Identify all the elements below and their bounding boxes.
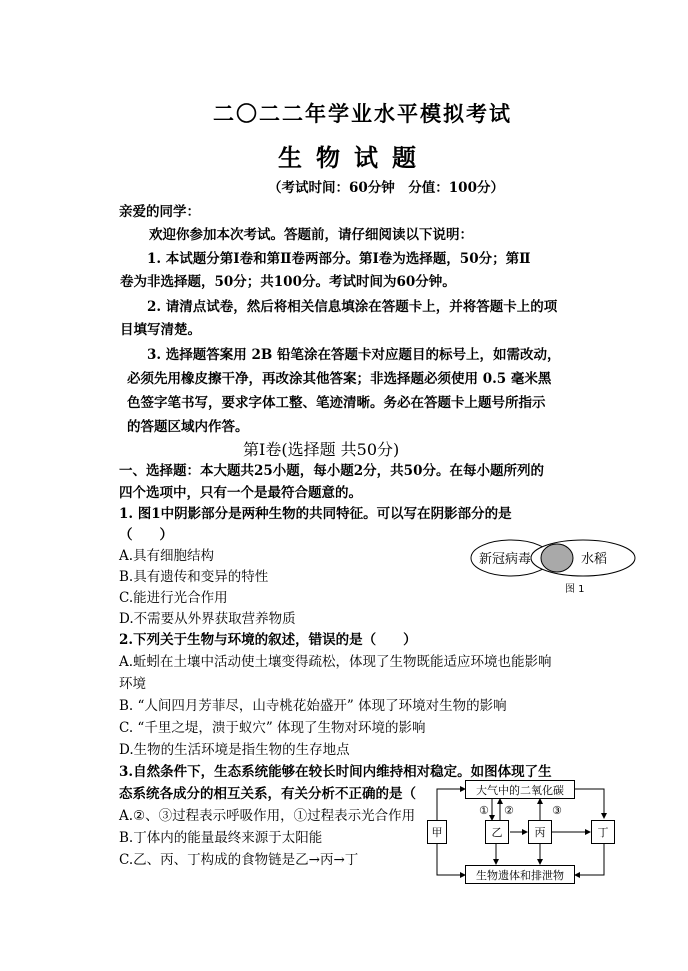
q3-option-b: B.丁体内的能量最终来源于太阳能	[119, 830, 323, 846]
q2-option-b: B. “人间四月芳菲尽，山寺桃花始盛开” 体现了环境对生物的影响	[119, 698, 507, 714]
box-yi: 乙	[485, 820, 509, 844]
q2-option-a-line-2: 环境	[119, 676, 146, 692]
subject-title: 生物试题	[278, 143, 430, 172]
q3-stem-line-1: 3.自然条件下，生态系统能够在较长时间内维持相对稳定。如图体现了生	[119, 764, 552, 780]
q2-option-c: C. “千里之堤，溃于蚁穴” 体现了生物对环境的影响	[119, 720, 426, 736]
welcome-text: 欢迎你参加本次考试。答题前，请仔细阅读以下说明：	[149, 227, 473, 243]
q3-stem-line-2: 态系统各成分的相互关系，有关分析不正确的是（	[119, 786, 416, 802]
process-1-label: ①	[479, 804, 489, 817]
instruction-2-line-1: 2. 请清点试卷，然后将相关信息填涂在答题卡上，并将答题卡上的项	[147, 299, 558, 315]
greeting: 亲爱的同学：	[119, 204, 200, 220]
instruction-3-line-2: 必须先用橡皮擦干净，再改涂其他答案；非选择题必须使用 0.5 毫米黑	[127, 371, 552, 387]
exam-title: 二〇二二年学业水平模拟考试	[213, 101, 512, 126]
q3-option-a: A.②、③过程表示呼吸作用，①过程表示光合作用	[119, 808, 416, 824]
box-bing: 丙	[528, 820, 552, 844]
instruction-1-line-2: 卷为非选择题，50分；共100分。考试时间为60分钟。	[120, 274, 456, 290]
section-1-intro-line-1: 一、选择题：本大题共25小题，每小题2分，共50分。在每小题所列的	[119, 463, 544, 479]
instruction-1-line-1: 1. 本试题分第Ⅰ卷和第Ⅱ卷两部分。第Ⅰ卷为选择题，50分；第Ⅱ	[147, 251, 531, 267]
q2-option-a-line-1: A.蚯蚓在土壤中活动使土壤变得疏松，体现了生物既能适应环境也能影响	[119, 654, 552, 670]
q1-option-a: A.具有细胞结构	[119, 548, 215, 564]
box-remains-and-excreta: 生物遗体和排泄物	[465, 865, 575, 884]
q2-option-d: D.生物的生活环境是指生物的生存地点	[119, 742, 350, 758]
venn-right-label: 水稻	[581, 552, 608, 567]
q3-option-c: C.乙、丙、丁构成的食物链是乙→丙→丁	[119, 852, 359, 868]
box-ding: 丁	[591, 820, 615, 844]
figure-1-venn-diagram	[465, 534, 645, 598]
section-1-title: 第Ⅰ卷(选择题 共50分)	[243, 440, 400, 459]
process-3-label: ③	[552, 804, 562, 817]
box-atmospheric-co2: 大气中的二氧化碳	[465, 780, 575, 799]
box-jia: 甲	[427, 820, 447, 844]
q1-option-c: C.能进行光合作用	[119, 590, 228, 606]
venn-shaded-overlap	[541, 544, 573, 572]
q1-option-b: B.具有遗传和变异的特性	[119, 569, 269, 585]
venn-left-label: 新冠病毒	[479, 552, 532, 567]
instruction-3-line-4: 的答题区域内作答。	[127, 419, 249, 435]
q1-option-d: D.不需要从外界获取营养物质	[119, 611, 296, 627]
q1-stem-line-2: （ ）	[119, 527, 173, 543]
ecosystem-diagram	[425, 777, 628, 890]
instruction-3-line-3: 色签字笔书写，要求字体工整、笔迹清晰。务必在答题卡上题号所指示	[127, 395, 546, 411]
section-1-intro-line-2: 四个选项中，只有一个是最符合题意的。	[119, 485, 362, 501]
process-2-label: ②	[504, 804, 514, 817]
instruction-2-line-2: 目填写清楚。	[120, 322, 201, 338]
instruction-3-line-1: 3. 选择题答案用 2B 铅笔涂在答题卡对应题目的标号上，如需改动，	[147, 347, 561, 363]
q2-stem: 2.下列关于生物与环境的叙述，错误的是（ ）	[119, 632, 417, 648]
time-info: （考试时间：60分钟 分值：100分）	[268, 180, 504, 196]
figure-1-caption: 图 1	[565, 584, 585, 595]
q1-stem-line-1: 1. 图1中阴影部分是两种生物的共同特征。可以写在阴影部分的是	[119, 506, 512, 522]
